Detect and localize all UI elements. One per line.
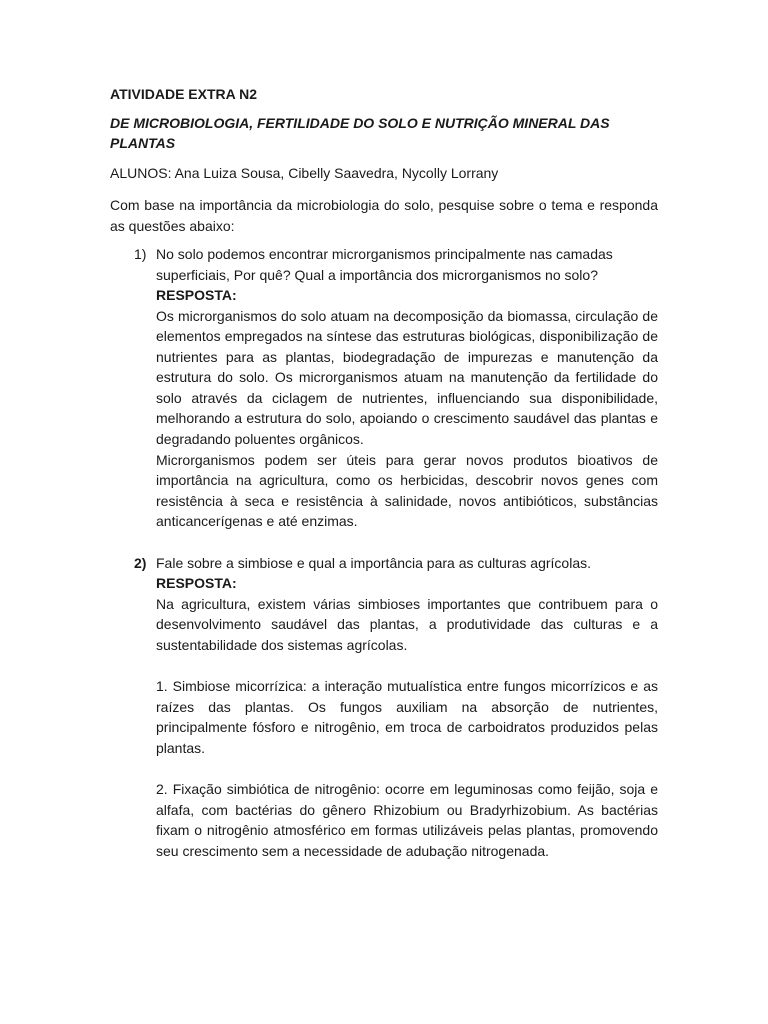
spacer bbox=[110, 532, 658, 553]
answer-label: RESPOSTA: bbox=[156, 575, 237, 592]
question-number: 1) bbox=[134, 246, 147, 262]
question-text: No solo podemos encontrar microrganismos principalmente nas camadas superficiais, Por quê? Qual a importância dos microrganismos no solo? bbox=[156, 246, 613, 283]
question-2 bbox=[110, 553, 658, 862]
answer-paragraph: Na agricultura, existem várias simbioses importantes que contribuem para o desenvolvimento saudável das plantas, a produtividade das culturas e a sustentabilidade dos sistemas agrícolas. bbox=[156, 595, 658, 653]
question-1 bbox=[110, 244, 658, 532]
answer-label: RESPOSTA: bbox=[156, 287, 237, 303]
answer-paragraph: Microrganismos podem ser úteis para gerar novos produtos bioativos de importância na agricultura, como os herbicidas, descobrir novos genes com resistência à seca e resistência à salinidade, novos antibióticos, substâncias anticancerígenas e até enzimas. bbox=[156, 451, 658, 530]
answer-paragraph: 1. Simbiose micorrízica: a interação mutualística entre fungos micorrízicos e as raízes das plantas. Os fungos auxiliam na absorção de nutrientes, principalmente fósforo e nitrogênio, em troca de carboidratos produzidos pelas plantas. bbox=[156, 678, 658, 756]
question-number: 2) bbox=[134, 554, 147, 571]
answer-paragraph: 2. Fixação simbiótica de nitrogênio: ocorre em leguminosas como feijão, soja e alfafa, com bactérias do gênero Rhizobium ou Bradyrhizobium. As bactérias fixam o nitrogênio atmosférico em formas utilizáveis pelas plantas, promovendo seu crescimento sem a necessidade de adubação nitrogenada. bbox=[156, 780, 658, 859]
document-title: ATIVIDADE EXTRA N2 bbox=[110, 86, 258, 102]
document-subtitle: DE MICROBIOLOGIA, FERTILIDADE DO SOLO E NUTRIÇÃO MINERAL DAS PLANTAS bbox=[110, 115, 610, 151]
spacer bbox=[156, 655, 658, 676]
answer-paragraph: Os microrganismos do solo atuam na decomposição da biomassa, circulação de elementos empregados na síntese das estruturas biológicas, disponibilização de nutrientes para as plantas, biodegradação de impurezas e manutenção da estrutura do solo. Os microrganismos atuam na manutenção da fertilidade do solo através da ciclagem de nutrientes, influenciando sua disponibilidade, melhorando a estrutura do solo, apoiando o crescimento saudável das plantas e degradando poluentes orgânicos. bbox=[156, 307, 658, 448]
students-line: ALUNOS: Ana Luiza Sousa, Cibelly Saavedra, Nycolly Lorrany bbox=[110, 165, 499, 181]
question-text: Fale sobre a simbiose e qual a importância para as culturas agrícolas. bbox=[156, 554, 591, 571]
document-page bbox=[110, 84, 658, 861]
spacer bbox=[156, 758, 658, 779]
intro-paragraph: Com base na importância da microbiologia do solo, pesquise sobre o tema e responda as questões abaixo: bbox=[110, 197, 658, 234]
